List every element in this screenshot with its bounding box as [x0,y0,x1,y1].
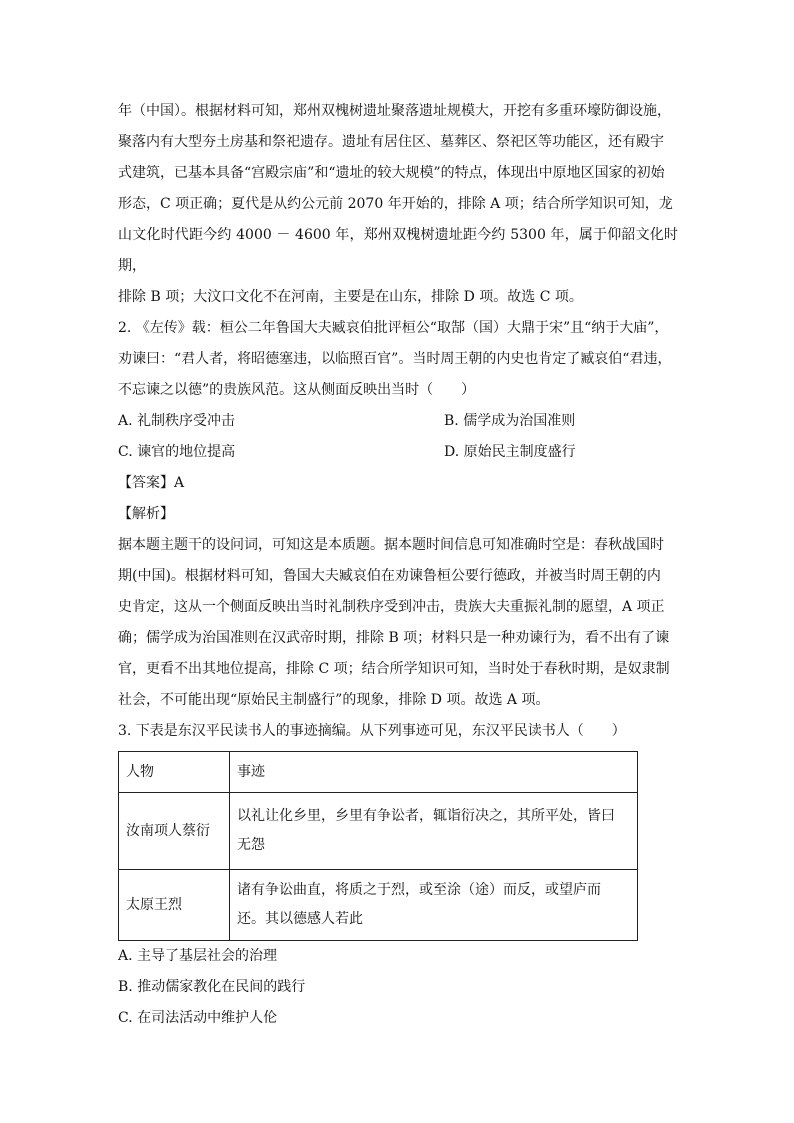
table-header-deed: 事迹 [230,752,638,793]
q2-analysis-line: 官，更看不出其地位提高，排除 C 项；结合所学知识可知，当时处于春秋时期，是奴隶制 [118,661,670,677]
table-cell-person: 太原王烈 [119,870,230,941]
table-header-person: 人物 [119,752,230,793]
q2-options-row-2 [118,437,678,468]
q2-analysis-label: 【解析】 [118,506,174,522]
q2-stem-line: 2. 《左传》载：桓公二年鲁国大夫臧哀伯批评桓公“取郜（国）大鼎于宋”且“纳于大庙”， [118,320,669,336]
q2-analysis-line: 期(中国)。根据材料可知，鲁国大夫臧哀伯在劝谏鲁桓公要行德政，并被当时周王朝的内 [118,568,661,584]
table-cell-person: 汝南项人蔡衍 [119,793,230,870]
text-line: 形态，C 项正确；夏代是从约公元前 2070 年开始的，排除 A 项；结合所学知识可知，龙 [118,196,673,212]
text-line: 山文化时代距今约 4000 － 4600 年，郑州双槐树遗址距今约 5300 年，属于仰韶文化时期， [118,227,678,274]
text-line: 聚落内有大型夯土房基和祭祀遗存。遗址有居住区、墓葬区、祭祀区等功能区，还有殿宇 [118,134,664,150]
deed-line: 还。其以德感人若此 [237,911,363,927]
question-2 [118,313,678,716]
question-3 [118,716,678,1034]
q2-analysis-line: 史肯定，这从一个侧面反映出当时礼制秩序受到冲击，贵族大夫重振礼制的愿望，A 项正 [118,599,665,615]
table-row [119,870,638,941]
table-cell-deed [230,793,638,870]
q2-analysis-line: 确；儒学成为治国准则在汉武帝时期，排除 B 项；材料只是一种劝谏行为，看不出有了谏 [118,630,670,646]
q3-option-b: B. 推动儒家教化在民间的践行 [118,979,306,995]
deed-line: 以礼让化乡里，乡里有争讼者，辄诣衍决之，其所平处，皆曰 [237,808,615,824]
q2-option-c: C. 谏官的地位提高 [118,444,236,460]
q2-options-row-1 [118,406,678,437]
q2-stem-line: 不忘谏之以德”的贵族风范。这从侧面反映出当时（ ） [118,382,476,398]
q2-stem-line: 劝谏曰：“君人者，将昭德塞违，以临照百官”。当时周王朝的内史也肯定了臧哀伯“君违， [118,351,672,367]
q2-option-d: D. 原始民主制度盛行 [444,444,576,460]
document-page [118,96,678,1034]
q3-option-c: C. 在司法活动中维护人伦 [118,1010,278,1026]
table-cell-deed [230,870,638,941]
text-line: 年（中国）。根据材料可知，郑州双槐树遗址聚落遗址规模大，开挖有多重环壕防御设施， [118,103,671,119]
table-header-row [119,752,638,793]
deed-line: 无怨 [237,837,265,853]
q3-table [118,751,638,941]
q3-stem: 3. 下表是东汉平民读书人的事迹摘编。从下列事迹可见，东汉平民读书人（ ） [118,723,626,739]
q2-answer: 【答案】A [118,475,185,491]
text-line: 排除 B 项；大汶口文化不在河南，主要是在山东，排除 D 项。故选 C 项。 [118,289,583,305]
q2-option-b: B. 儒学成为治国准则 [444,413,576,429]
q1-analysis-tail [118,96,678,313]
table-row [119,793,638,870]
q2-analysis-line: 据本题主题干的设问词，可知这是本质题。据本题时间信息可知准确时空是：春秋战国时 [118,537,664,553]
q3-option-a: A. 主导了基层社会的治理 [118,948,278,964]
q2-option-a: A. 礼制秩序受冲击 [118,413,236,429]
text-line: 式建筑，已基本具备“宫殿宗庙”和“遗址的较大规模”的特点，体现出中原地区国家的初始 [118,165,665,181]
q2-analysis-line: 社会，不可能出现“原始民主制盛行”的现象，排除 D 项。故选 A 项。 [118,692,550,708]
deed-line: 诸有争讼曲直，将质之于烈，或至涂（途）而反，或望庐而 [237,882,601,898]
